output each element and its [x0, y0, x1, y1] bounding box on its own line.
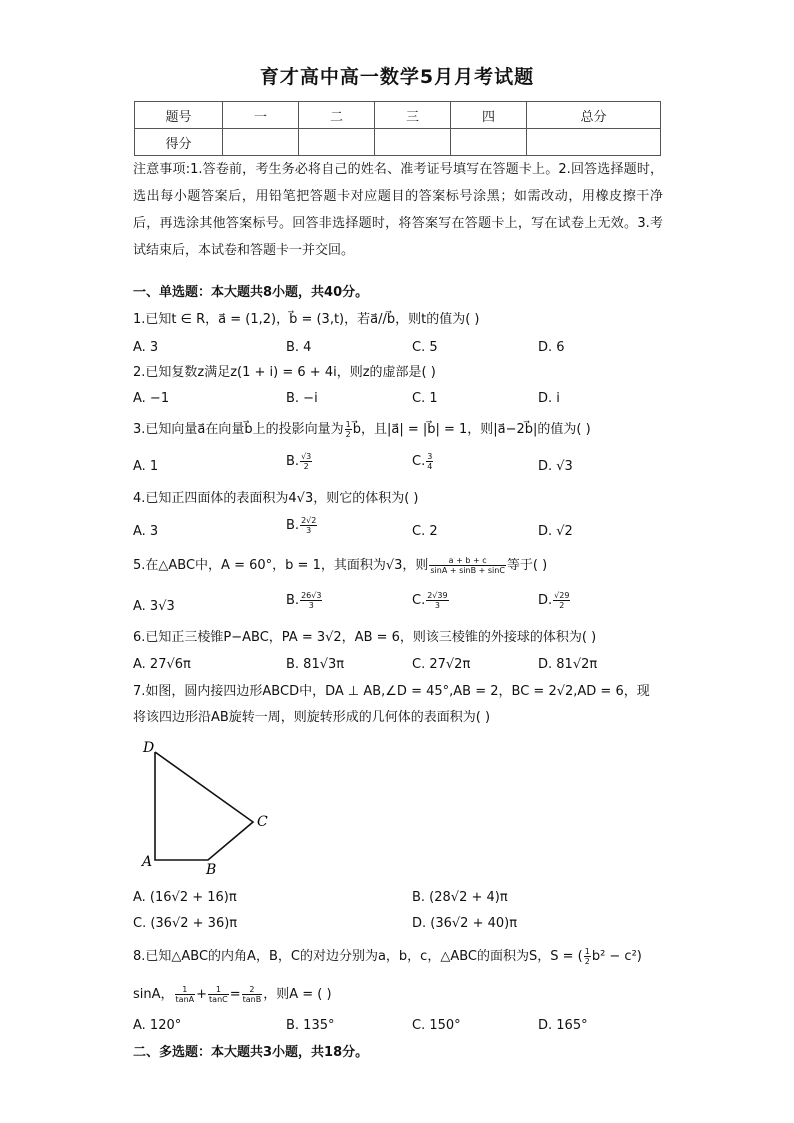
q8-option-b: B. 135° [286, 1018, 335, 1033]
q3-fraction: $\frac{1}{2}$ [345, 420, 351, 439]
q4-stem: 4.已知正四面体的表面积为4√3，则它的体积为( ) [133, 491, 419, 506]
score-cell[interactable] [299, 129, 375, 156]
q4-option-b: B. $\frac{2√2}{3}$ [286, 516, 317, 535]
section-1-heading: 一、单选题：本大题共8小题，共40分。 [133, 285, 369, 300]
score-cell[interactable] [527, 129, 661, 156]
q7-stem-line2: 将该四边形沿AB旋转一周，则旋转形成的几何体的表面积为( ) [133, 710, 491, 725]
q2-option-a: A. −1 [133, 391, 170, 406]
q6-option-b: B. 81√3π [286, 657, 345, 672]
q4-option-d: D. √2 [538, 524, 573, 539]
q3-option-c: C. $\frac{3}{4}$ [412, 452, 433, 471]
header-cell: 题号 [135, 102, 223, 129]
q5-option-c: C. $\frac{2√39}{3}$ [412, 591, 448, 610]
score-cell[interactable] [375, 129, 451, 156]
score-cell[interactable] [451, 129, 527, 156]
header-cell: 四 [451, 102, 527, 129]
header-cell: 二 [299, 102, 375, 129]
notice-text: 注意事项:1.答卷前，考生务必将自己的姓名、准考证号填写在答题卡上。2.回答选择题时，选出每小题答案后，用铅笔把答题卡对应题目的答案标号涂黑；如需改动，用橡皮擦干净后，再选涂其他答案标号。回答非选择题时，将答案写在答题卡上，写在试卷上无效。3.考试结束后，本试卷和答题卡一并交回。 [133, 162, 663, 258]
q1-option-c: C. 5 [412, 340, 438, 355]
q6-option-c: C. 27√2π [412, 657, 471, 672]
q1-stem: 1.已知t ∈ R，a⃗ = (1,2)，b⃗ = (3,t)，若a⃗//b⃗，则t的值为( ) [133, 312, 480, 327]
q7-option-a: A. (16√2 + 16)π [133, 890, 237, 905]
score-table-header-row [135, 102, 661, 129]
q3-option-d: D. √3 [538, 459, 573, 474]
q3-stem-part2: b⃗，且|a⃗| = |b⃗| = 1，则|a⃗−2b⃗|的值为( ) [352, 422, 591, 437]
q2-option-c: C. 1 [412, 391, 438, 406]
q8-option-d: D. 165° [538, 1018, 588, 1033]
q1-option-b: B. 4 [286, 340, 312, 355]
score-table-score-row [135, 129, 661, 156]
q2-stem: 2.已知复数z满足z(1 + i) = 6 + 4i，则z的虚部是( ) [133, 365, 436, 380]
page-title: 育才高中高一数学5月月考试题 [259, 66, 535, 88]
q5-option-a: A. 3√3 [133, 599, 175, 614]
score-table [134, 101, 661, 156]
quadrilateral-outline [155, 752, 253, 860]
section-2-heading: 二、多选题：本大题共3小题，共18分。 [133, 1045, 369, 1060]
q4-option-c: C. 2 [412, 524, 438, 539]
q3-option-a: A. 1 [133, 459, 159, 474]
q3-stem-part1: 3.已知向量a⃗在向量b⃗上的投影向量为 [133, 422, 344, 437]
q8-option-c: C. 150° [412, 1018, 461, 1033]
header-cell: 三 [375, 102, 451, 129]
q6-stem: 6.已知正三棱锥P−ABC，PA = 3√2，AB = 6，则该三棱锥的外接球的体积为( ) [133, 630, 597, 645]
q2-option-d: D. i [538, 391, 560, 406]
score-cell[interactable] [223, 129, 299, 156]
q7-stem-line1: 7.如图，圆内接四边形ABCD中，DA ⊥ AB,∠D = 45°,AB = 2，BC = 2√2,AD = 6，现 [133, 684, 650, 699]
q7-option-c: C. (36√2 + 36)π [133, 916, 238, 931]
q2-option-b: B. −i [286, 391, 318, 406]
q7-option-b: B. (28√2 + 4)π [412, 890, 508, 905]
quadrilateral-figure [138, 738, 278, 878]
header-cell: 一 [223, 102, 299, 129]
q6-option-a: A. 27√6π [133, 657, 191, 672]
header-cell: 总分 [527, 102, 661, 129]
q8-stem-line1: 8.已知△ABC的内角A，B，C的对边分别为a，b，c，△ABC的面积为S，S = ( $\frac{1}{2}$ b² − c²) [133, 947, 642, 966]
vertex-label-d: D [143, 740, 155, 756]
q7-option-d: D. (36√2 + 40)π [412, 916, 518, 931]
q5-option-b: B. $\frac{26√3}{3}$ [286, 591, 322, 610]
q3-option-b: B. $\frac{√3}{2}$ [286, 452, 312, 471]
q6-option-d: D. 81√2π [538, 657, 598, 672]
q1-option-d: D. 6 [538, 340, 565, 355]
q1-option-a: A. 3 [133, 340, 159, 355]
vertex-label-c: C [257, 814, 268, 830]
vertex-label-a: A [142, 854, 153, 870]
q5-option-d: D. $\frac{√29}{2}$ [538, 591, 570, 610]
vertex-label-b: B [206, 862, 217, 878]
q3-stem [133, 420, 591, 439]
q8-option-a: A. 120° [133, 1018, 182, 1033]
row-label-cell: 得分 [135, 129, 223, 156]
q5-stem: 5.在△ABC中，A = 60°，b = 1，其面积为√3，则 $\frac{a + b + c}{\sin A + \sin B + \sin C}$ 等于( ) [133, 556, 548, 575]
q8-stem-line2: sinA， $\frac{1}{\tan A}$ + $\frac{1}{\tan C}$ = $\frac{2}{\tan B}$ ，则A = ( ) [133, 985, 332, 1004]
q5-fraction: $\frac{a + b + c}{\sin A + \sin B + \sin C}$ [430, 556, 505, 575]
q4-option-a: A. 3 [133, 524, 159, 539]
